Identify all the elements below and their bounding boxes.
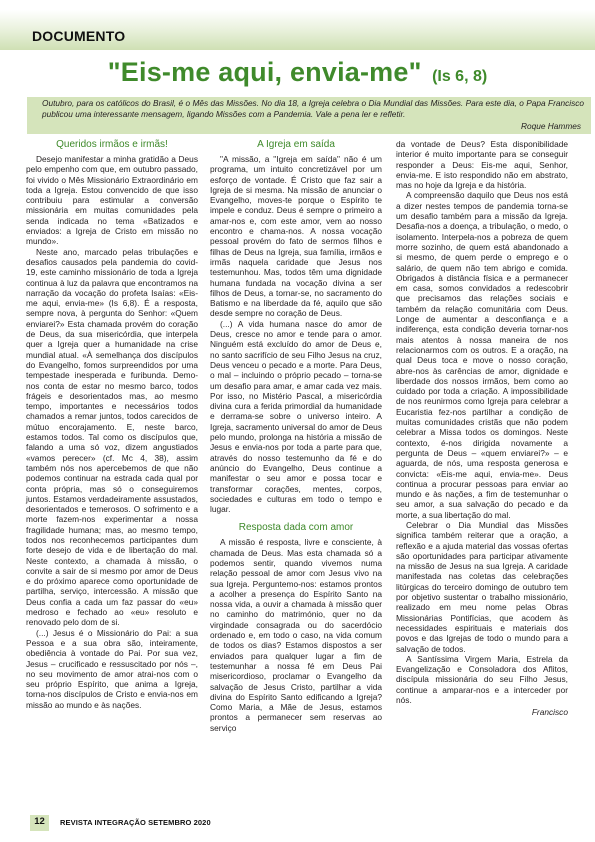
col2-subheading: Resposta dada com amor: [238, 522, 354, 534]
col2-paragraph: (...) A vida humana nasce do amor de Deus, cresce no amor e tende para o amor. Ninguém está excluído do amor de Deus e, no santo sacrifício de seu Filho Jesus na cruz, Deus venceu o pecado e a morte. Para Deus, o mal – incluindo o próprio pecado – torna-se um desafio para amar, e amar cada vez mais. Por isso, no Mistério Pascal, a misericórdia divina cura a ferida primordial da humanidade e derrama-se sobre o universo inteiro. A Igreja, sacramento universal do amor de Deus pelo mundo, prolonga na história a missão de Jesus e envia-nos por toda a parte para que, através do nosso testemunho da fé e do anúncio do Evangelho, Deus continue a manifestar o seu amor e possa tocar e transformar corações, mentes, corpos, sociedades e culturas em todo o tempo e lugar.: [210, 318, 382, 515]
col3-paragraph: A compreensão daquilo que Deus nos está a dizer nestes tempos de pandemia torna-se um desafio também para a missão da Igreja. Desafia-nos a doença, a tribulação, o medo, o isolamento. Interpela-nos a pobreza de quem morre sozinho, de quem está abandonado a si mesmo, de quem perde o emprego e o salário, de quem não tem abrigo e comida. Obrigados à distância física e a permanecer em casa, somos convidados a redescobrir que precisamos das relações sociais e também da relação comunitária com Deus. Longe de aumentar a desconfiança e a indiferença, esta condição deveria tornar-nos mais atentos à nossa maneira de nos relacionarmos com os outros. E a oração, na qual Deus toca e move o nosso coração, abre-nos às carências de amor, dignidade e liberdade dos nossos irmãos, bem como ao cuidado por toda a criação. A impossibilidade de nos reunirmos como Igreja para celebrar a Eucaristia fez-nos partilhar a condição de muitas comunidades cristãs que não podem celebrar a Missa todos os domingos. Neste contexto, é-nos dirigida novamente a pergunta de Deus – «quem enviarei?» – e aguarda, de nós, uma resposta generosa e convicta: «Eis-me aqui, envia-me». Deus continua a procurar pessoas para enviar ao mundo e às nações, a fim de testemunhar o seu amor, a sua salvação do pecado e da morte, a sua libertação do mal.: [396, 190, 568, 520]
column-1: [26, 139, 198, 710]
intro-text: Outubro, para os católicos do Brasil, é o Mês das Missões. No dia 18, a Igreja celebra o Dia Mundial das Missões. Para este dia, o Papa Francisco publicou uma interessante mensagem, ligando Missões com a Pandemia. Vale a pena ler e refletir.: [42, 98, 584, 119]
title-row: [0, 57, 595, 88]
col3-paragraph: A Santíssima Virgem Maria, Estrela da Evangelização e Consoladora dos Aflitos, discípula missionária do seu Filho Jesus, continue a amparar-nos e a interceder por nós.: [396, 653, 568, 706]
col3-paragraph: da vontade de Deus? Esta disponibilidade interior é muito importante para se conseguir responder a Deus: Eis-me aqui, Senhor, envia-me. E isto respondido não em abstrato, mas no hoje da Igreja e da história.: [396, 139, 568, 191]
page-number: 12: [34, 816, 45, 827]
column-3: [396, 139, 568, 718]
column-2: [210, 139, 382, 733]
col3-paragraph: Celebrar o Dia Mundial das Missões significa também reiterar que a oração, a reflexão e a ajuda material das vossas ofertas são oportunidades para participar ativamente na missão de Jesus na sua Igreja. A caridade manifestada nas coletas das celebrações litúrgicas do terceiro domingo de outubro tem por objetivo sustentar o trabalho missionário, realizado em meu nome pelas Obras Missionárias Pontifícias, que acodem às necessidades espirituais e materiais dos povos e das Igrejas de todo o mundo para a salvação de todos.: [396, 519, 568, 654]
col1-paragraph: (...) Jesus é o Missionário do Pai: a sua Pessoa e a sua obra são, inteiramente, obediência à vontade do Pai. Por sua vez, Jesus – crucificado e ressuscitado por nós –, no seu movimento de amor atrai-nos com o seu próprio Espírito, que anima a Igreja, torna-nos discípulos de Cristo e envia-nos em missão ao mundo e às nações.: [26, 627, 198, 710]
section-label: DOCUMENTO: [32, 28, 126, 44]
col2-paragraph: "A missão, a "Igreja em saída" não é um programa, um intuito concretizável por um esforço de vontade. É Cristo que faz sair a Igreja de si mesma. Na missão de anunciar o Evangelho, moves-te porque o Espírito te impele e conduz. Deus é sempre o primeiro a amar-nos e, com este amor, vem ao nosso encontro e chama-nos. A nossa vocação pessoal provém do fato de sermos filhos e filhas de Deus na Igreja, sua família, irmãos e irmãs naquela caridade que Jesus nos testemunhou. Mas, todos têm uma dignidade humana fundada na vocação divina a ser filhos de Deus, a tornar-se, no sacramento do Batismo e na liberdade da fé, aquilo que são desde sempre no coração de Deus.: [210, 154, 382, 319]
col2-heading: A Igreja em saída: [257, 139, 335, 150]
col2-paragraph: A missão é resposta, livre e consciente, à chamada de Deus. Mas esta chamada só a podemos sentir, quando vivemos numa relação pessoal de amor com Jesus vivo na sua Igreja. Perguntemo-nos: estamos prontos a acolher a presença do Espírito Santo na nossa vida, a ouvir a chamada à missão quer no caminho do matrimónio, quer no da virgindade consagrada ou do sacerdócio ordenado e, em todo o caso, na vida comum de todos os dias? Estamos dispostos a ser enviados para qualquer lugar a fim de testemunhar a nossa fé em Deus Pai misericordioso, proclamar o Evangelho da salvação de Jesus Cristo, partilhar a vida divina do Espírito Santo edificando a Igreja? Como Maria, a Mãe de Jesus, estamos prontos a permanecer sem reservas ao serviço: [210, 537, 382, 733]
publication-footer: REVISTA INTEGRAÇÃO SETEMBRO 2020: [60, 818, 211, 827]
col1-paragraph: Neste ano, marcado pelas tribulações e desafios causados pela pandemia do covid-19, este caminho missionário de toda a Igreja continua à luz da palavra que encontramos na narração da vocação do profeta Isaías: «Eis-me aqui, envia-me» (Is 6,8). É a resposta, sempre nova, à pergunta do Senhor: «Quem enviarei?» Esta chamada provém do coração de Deus, da sua misericórdia, que interpela quer a Igreja quer a humanidade na crise mundial atual. «À semelhança dos discípulos do Evangelho, fomos surpreendidos por uma tempestade inesperada e furibunda. Demo-nos conta de estar no mesmo barco, todos frágeis e desorientados mas, ao mesmo tempo, importantes e necessários todos chamados a remar juntos, todos carecidos de mútuo encorajamento. E, neste barco, estamos todos. Tal como os discípulos que, falando a uma só voz, dizem angustiados «vamos perecer» (cf. Mc 4, 38), assim também nós nos apercebemos de que não podemos continuar na estrada cada qual por conta própria, mas só o conseguiremos juntos. Estamos verdadeiramente assustados, desorientados e temerosos. O sofrimento e a morte fazem-nos experimentar a nossa fragilidade humana; mas, ao mesmo tempo, todos nos reconhecemos participantes dum forte desejo de vida e de libertação do mal. Neste contexto, a chamada à missão, o convite a sair de si mesmo por amor de Deus e do próximo aparece como oportunidade de partilha, serviço, intercessão. A missão que Deus confia a cada um faz passar do «eu» medroso e fechado ao «eu» resoluto e renovado pelo dom de si.: [26, 246, 198, 628]
col1-heading: Queridos irmãos e irmãs!: [56, 139, 168, 150]
page-title: "Eis-me aqui, envia-me": [107, 57, 422, 87]
intro-author: Roque Hammes: [521, 121, 581, 131]
signature: Francisco: [531, 707, 568, 718]
bible-reference: (Is 6, 8): [432, 68, 488, 85]
col1-paragraph: Desejo manifestar a minha gratidão a Deus pelo empenho com que, em outubro passado, foi vivido o Mês Missionário Extraordinário em toda a Igreja. Estou convencido de que isso contribuiu para estimular a conversão missionária em muitas comunidades pela senda indicada no tema «Batizados e enviados: a Igreja de Cristo em missão no mundo».: [26, 154, 198, 247]
